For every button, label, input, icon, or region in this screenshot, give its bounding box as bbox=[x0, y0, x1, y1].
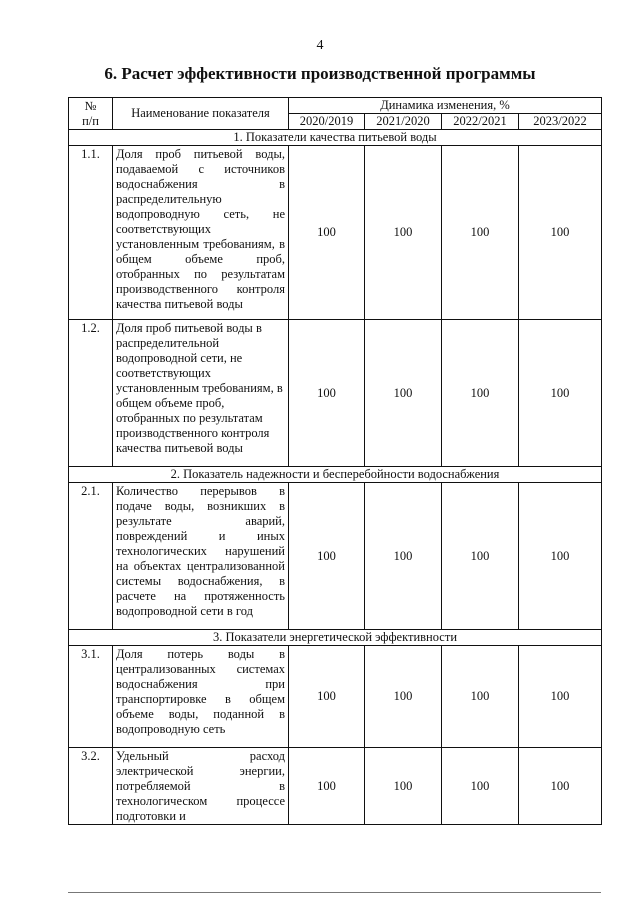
table-row bbox=[69, 146, 602, 320]
header-year: 2020/2019 bbox=[289, 114, 365, 130]
section-title: 1. Показатели качества питьевой воды bbox=[69, 130, 602, 146]
row-value: 100 bbox=[442, 646, 519, 748]
row-number: 2.1. bbox=[69, 483, 113, 630]
page-title: 6. Расчет эффективности производственной программы bbox=[104, 64, 536, 83]
table-row bbox=[69, 646, 602, 748]
table-row bbox=[69, 483, 602, 630]
row-value: 100 bbox=[365, 646, 442, 748]
section-title: 2. Показатель надежности и бесперебойности водоснабжения bbox=[69, 467, 602, 483]
table-row bbox=[69, 320, 602, 467]
row-value: 100 bbox=[289, 146, 365, 320]
row-value: 100 bbox=[289, 646, 365, 748]
header-year: 2021/2020 bbox=[365, 114, 442, 130]
row-indicator-name: Доля потерь воды в централизованных системах водоснабжения при транспортировке в общем объеме воды, поданной в водопроводную сеть bbox=[113, 646, 289, 748]
header-indicator-name: Наименование показателя bbox=[113, 98, 289, 130]
row-value: 100 bbox=[289, 748, 365, 825]
row-value: 100 bbox=[442, 320, 519, 467]
header-year: 2023/2022 bbox=[519, 114, 602, 130]
header-number: № п/п bbox=[69, 98, 113, 130]
row-value: 100 bbox=[365, 483, 442, 630]
row-value: 100 bbox=[519, 320, 602, 467]
page-number: 4 bbox=[316, 38, 324, 53]
row-value: 100 bbox=[365, 748, 442, 825]
row-indicator-name: Доля проб питьевой воды в распределительной водопроводной сети, не соответствующих установленным требованиям, в общем объеме проб, отобранных по результатам производственного контроля качества питьевой воды bbox=[113, 320, 289, 467]
row-value: 100 bbox=[519, 146, 602, 320]
row-number: 3.2. bbox=[69, 748, 113, 825]
section-title: 3. Показатели энергетической эффективности bbox=[69, 630, 602, 646]
table-row bbox=[69, 748, 602, 825]
row-value: 100 bbox=[289, 320, 365, 467]
row-indicator-name: Доля проб питьевой воды, подаваемой с источников водоснабжения в распределительную водопроводную сеть, не соответствующих установленным требованиям, в общем объеме проб, отобранных по результатам производственного контроля качества питьевой воды bbox=[113, 146, 289, 320]
header-dynamics: Динамика изменения, % bbox=[289, 98, 602, 114]
row-value: 100 bbox=[519, 646, 602, 748]
row-number: 1.2. bbox=[69, 320, 113, 467]
row-value: 100 bbox=[442, 146, 519, 320]
page-bottom-divider bbox=[68, 892, 601, 893]
efficiency-table bbox=[68, 97, 602, 825]
row-number: 1.1. bbox=[69, 146, 113, 320]
row-value: 100 bbox=[289, 483, 365, 630]
row-indicator-name: Удельный расход электрической энергии, потребляемой в технологическом процессе подготовки и bbox=[113, 748, 289, 825]
row-value: 100 bbox=[365, 320, 442, 467]
row-indicator-name: Количество перерывов в подаче воды, возникших в результате аварий, повреждений и иных технологических нарушений на объектах централизованной системы водоснабжения, в расчете на протяженность водопроводной сети в год bbox=[113, 483, 289, 630]
row-value: 100 bbox=[442, 748, 519, 825]
row-value: 100 bbox=[442, 483, 519, 630]
row-value: 100 bbox=[519, 748, 602, 825]
row-value: 100 bbox=[365, 146, 442, 320]
row-number: 3.1. bbox=[69, 646, 113, 748]
row-value: 100 bbox=[519, 483, 602, 630]
header-year: 2022/2021 bbox=[442, 114, 519, 130]
